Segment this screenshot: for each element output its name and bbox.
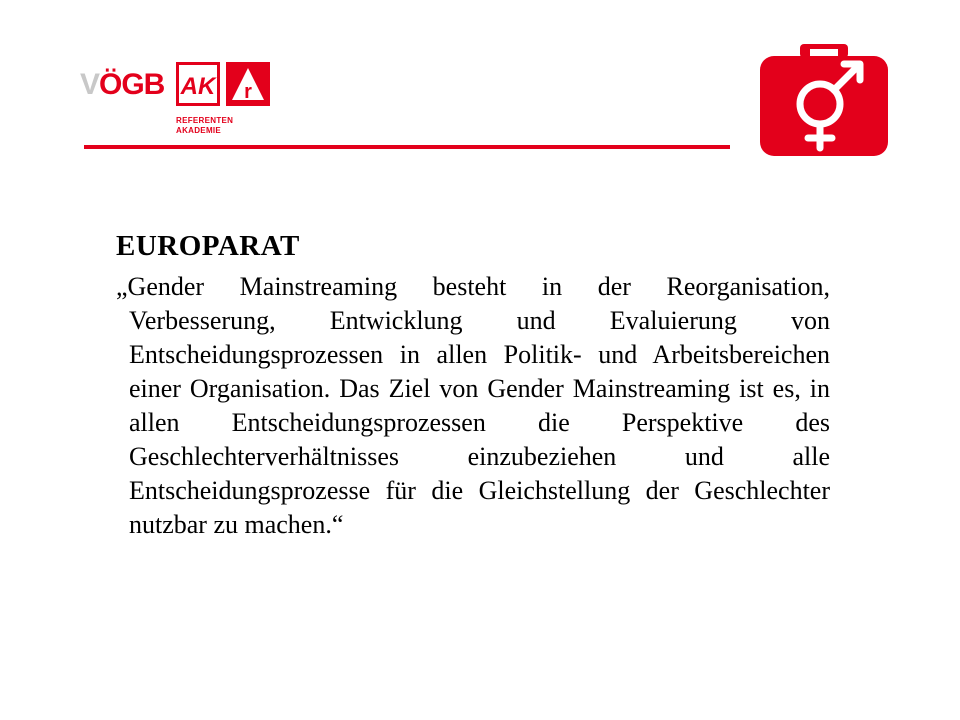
r-logo-icon xyxy=(229,65,267,103)
ak-logo-text: AK xyxy=(180,73,216,100)
briefcase-gender-icon xyxy=(760,44,888,156)
academy-label-line1: REFERENTEN xyxy=(176,116,234,125)
ak-logo xyxy=(176,62,220,106)
header-divider xyxy=(84,145,730,149)
vogb-logo-v: V xyxy=(80,68,100,101)
vogb-logo-text: ÖGB xyxy=(99,68,165,101)
slide-quote: „Gender Mainstreaming besteht in der Reorganisation, Verbesserung, Entwicklung und Evaluierung von Entscheidungsprozessen in allen Politik- und Arbeitsbereichen einer Organisation. Das Ziel von Gender Mainstreaming ist es, in allen Entscheidungsprozessen die Perspektive des Geschlechterverhältnisses einzubeziehen und alle Entscheidungsprozesse für die Gleichstellung der Geschlechter nutzbar zu machen.“ xyxy=(116,272,830,539)
r-logo xyxy=(226,62,270,106)
slide-content xyxy=(116,226,830,542)
r-logo-text: r xyxy=(244,81,252,103)
academy-label xyxy=(176,116,233,136)
header-logo-group xyxy=(80,62,280,142)
slide-heading: EUROPARAT xyxy=(116,230,300,262)
ak-logo-icon xyxy=(179,65,217,103)
vogb-logo xyxy=(80,68,164,102)
academy-label-line2: AKADEMIE xyxy=(176,126,222,135)
